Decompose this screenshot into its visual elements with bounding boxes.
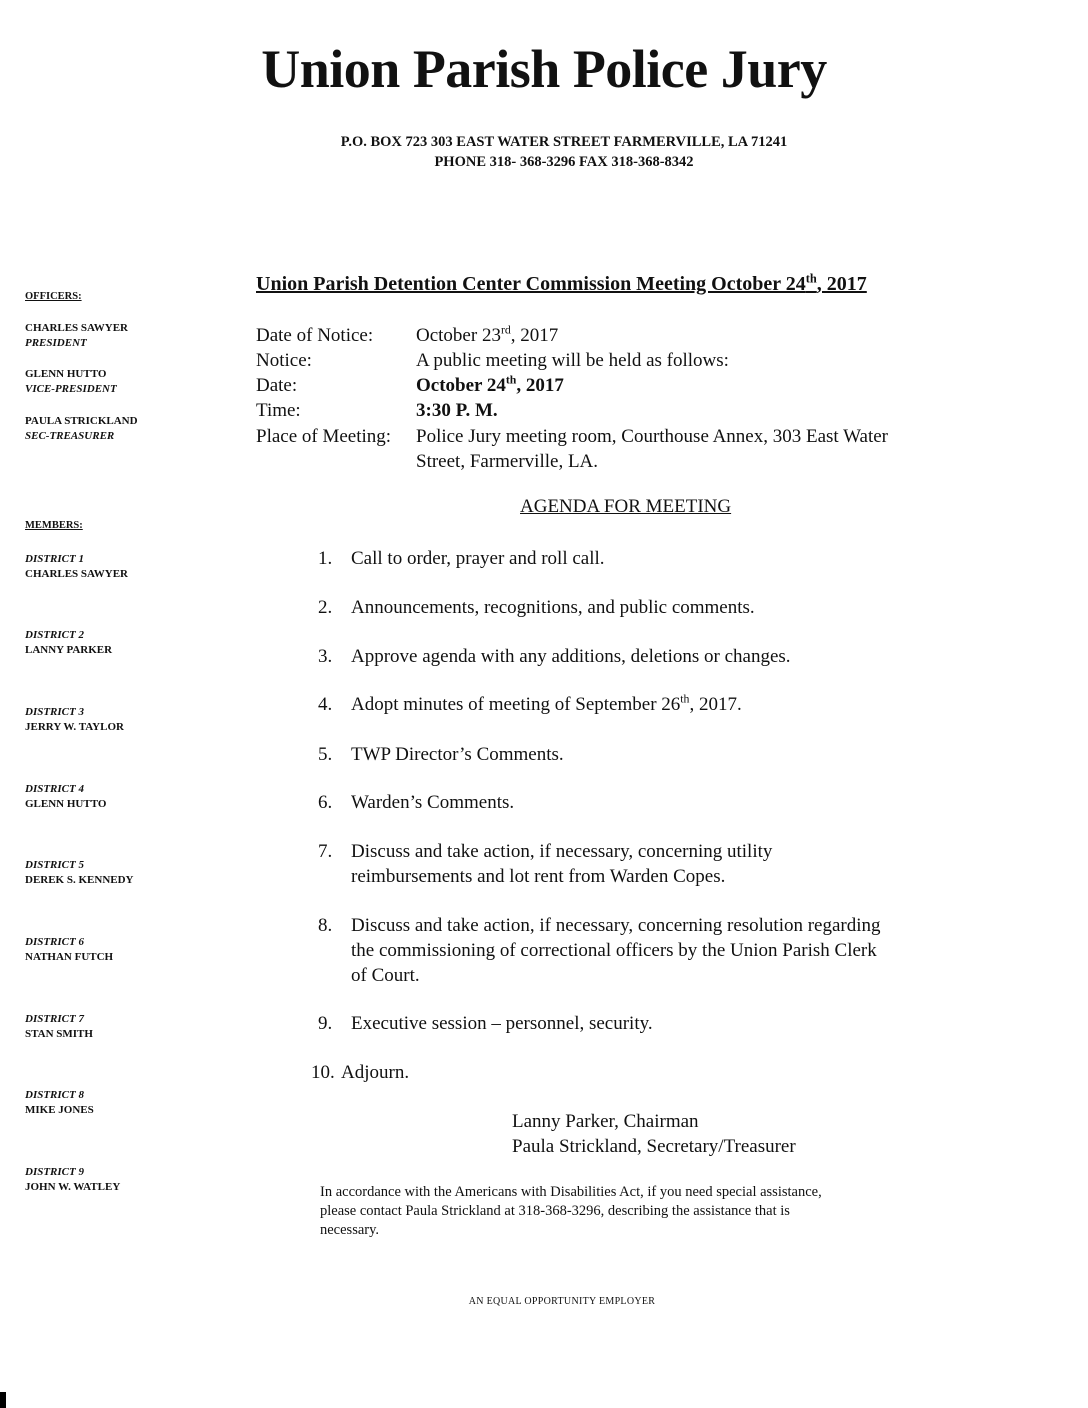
agenda-item-number: 8. (318, 915, 333, 936)
agenda-item-text: Adjourn. (341, 1062, 410, 1083)
phone-fax-line: PHONE 318- 368-3296 FAX 318-368-8342 (434, 154, 694, 170)
member-entry (25, 858, 225, 888)
officer-entry (25, 321, 225, 351)
scan-edge-mark (0, 1392, 6, 1408)
member-name: JOHN W. WATLEY (25, 1181, 121, 1193)
officer-entry (25, 367, 225, 397)
agenda-item-number: 2. (318, 597, 333, 618)
agenda-item-number: 3. (318, 646, 333, 667)
place-value-line1: Police Jury meeting room, Courthouse Annex, 303 East Water (416, 426, 888, 447)
address-line: P.O. BOX 723 303 EAST WATER STREET FARMERVILLE, LA 71241 (340, 134, 788, 150)
agenda-item-text: TWP Director’s Comments. (351, 744, 564, 765)
chairman-signature-line: Lanny Parker, Chairman (512, 1111, 699, 1132)
member-district: DISTRICT 9 (25, 1166, 84, 1178)
agenda-item-number: 6. (318, 792, 333, 813)
member-entry (25, 705, 225, 735)
agenda-item-text: Discuss and take action, if necessary, concerning utility reimbursements and lot rent from Warden Copes. (351, 841, 773, 887)
agenda-heading: AGENDA FOR MEETING (520, 496, 732, 517)
officer-entry (25, 414, 225, 444)
agenda-item-text: Warden’s Comments. (351, 792, 515, 813)
officer-role: SEC-TREASURER (25, 430, 115, 442)
equal-opportunity-footer: AN EQUAL OPPORTUNITY EMPLOYER (468, 1296, 656, 1307)
member-district: DISTRICT 8 (25, 1089, 84, 1101)
member-entry (25, 782, 225, 812)
member-name: DEREK S. KENNEDY (25, 874, 134, 886)
agenda-item-text: Executive session – personnel, security. (351, 1013, 653, 1034)
agenda-item-text: Discuss and take action, if necessary, concerning resolution regarding the commissioning of correctional officers by the Union Parish Clerk of Court. (351, 915, 881, 986)
member-entry (25, 935, 225, 965)
officer-name: GLENN HUTTO (25, 368, 107, 380)
date-label: Date: (256, 375, 298, 396)
member-district: DISTRICT 5 (25, 859, 84, 871)
notice-date-label: Date of Notice: (256, 325, 374, 346)
notice-label: Notice: (256, 350, 312, 371)
meeting-title: Union Parish Detention Center Commission Meeting October 24th, 2017 (256, 271, 867, 295)
member-name: NATHAN FUTCH (25, 951, 114, 963)
agenda-item-number: 5. (318, 744, 333, 765)
member-district: DISTRICT 2 (25, 629, 84, 641)
agenda-item-number: 7. (318, 841, 333, 862)
ada-notice: In accordance with the Americans with Disabilities Act, if you need special assistance, please contact Paula Strickland at 318-368-3296, describing the assistance that is necessary. (320, 1184, 822, 1238)
officers-heading: OFFICERS: (25, 291, 82, 302)
member-entry (25, 1165, 225, 1195)
member-name: LANNY PARKER (25, 644, 113, 656)
member-name: GLENN HUTTO (25, 798, 107, 810)
date-value: October 24th, 2017 (416, 373, 564, 396)
agenda-item-text: Approve agenda with any additions, deletions or changes. (351, 646, 791, 667)
place-label: Place of Meeting: (256, 426, 392, 447)
members-heading: MEMBERS: (25, 520, 83, 531)
member-district: DISTRICT 3 (25, 706, 84, 718)
secretary-signature-line: Paula Strickland, Secretary/Treasurer (512, 1136, 796, 1157)
place-value-line2: Street, Farmerville, LA. (416, 451, 599, 472)
officer-role: PRESIDENT (25, 337, 87, 349)
time-value: 3:30 P. M. (416, 400, 498, 421)
member-name: JERRY W. TAYLOR (25, 721, 124, 733)
member-name: CHARLES SAWYER (25, 568, 128, 580)
member-district: DISTRICT 4 (25, 783, 84, 795)
organization-title: Union Parish Police Jury (261, 39, 827, 99)
agenda-item-number: 10. (311, 1062, 335, 1083)
agenda-item-number: 1. (318, 548, 333, 569)
time-label: Time: (256, 400, 301, 421)
member-entry (25, 552, 225, 582)
officer-name: CHARLES SAWYER (25, 322, 128, 334)
member-name: MIKE JONES (25, 1104, 94, 1116)
officer-name: PAULA STRICKLAND (25, 415, 138, 427)
member-entry (25, 1088, 225, 1118)
member-district: DISTRICT 6 (25, 936, 84, 948)
member-district: DISTRICT 1 (25, 553, 84, 565)
member-name: STAN SMITH (25, 1028, 93, 1040)
officer-role: VICE-PRESIDENT (25, 383, 117, 395)
agenda-item-text: Adopt minutes of meeting of September 26th, 2017. (351, 692, 742, 715)
agenda-item-text: Announcements, recognitions, and public comments. (351, 597, 755, 618)
agenda-item-number: 4. (318, 694, 333, 715)
member-entry (25, 1012, 225, 1042)
agenda-item-number: 9. (318, 1013, 333, 1034)
notice-value: A public meeting will be held as follows: (416, 350, 729, 371)
member-district: DISTRICT 7 (25, 1013, 84, 1025)
agenda-item-text: Call to order, prayer and roll call. (351, 548, 605, 569)
member-entry (25, 628, 225, 658)
notice-date-value: October 23rd, 2017 (416, 323, 559, 346)
